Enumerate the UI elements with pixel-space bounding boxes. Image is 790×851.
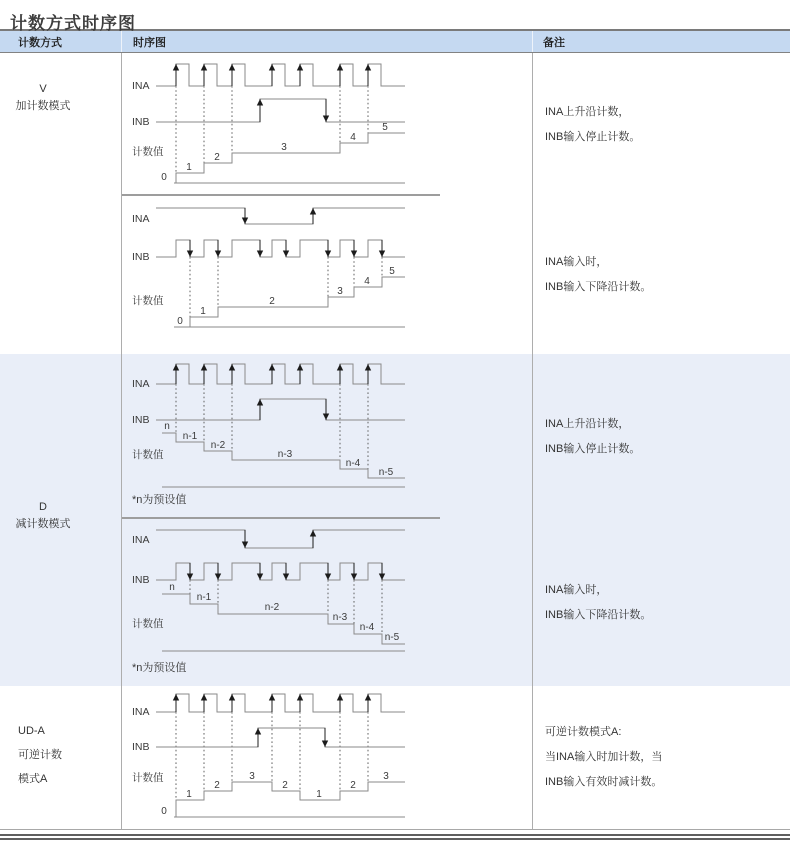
svg-text:计数值: 计数值 (132, 295, 164, 307)
svg-text:INA: INA (132, 706, 150, 718)
svg-text:n-2: n-2 (264, 602, 280, 613)
svg-text:INB: INB (132, 251, 150, 263)
timing-diagram-d-down-a (122, 354, 532, 519)
diagram-cell (122, 196, 533, 354)
svg-text:*n为预设值: *n为预设值 (132, 662, 187, 674)
remark-line: INA上升沿计数， (545, 417, 630, 430)
svg-text:0: 0 (161, 172, 167, 183)
mode-label-d (0, 499, 86, 533)
svg-text:3: 3 (337, 286, 343, 297)
header-cell-remark: 备注 (543, 36, 565, 49)
svg-text:3: 3 (249, 771, 255, 782)
svg-text:计数值: 计数值 (132, 449, 164, 461)
svg-text:计数值: 计数值 (132, 146, 164, 158)
mode-code: D (39, 501, 47, 513)
mode-cell (0, 196, 122, 354)
svg-text:2: 2 (214, 780, 220, 791)
svg-text:3: 3 (383, 771, 389, 782)
svg-text:INB: INB (132, 414, 150, 426)
svg-text:1: 1 (186, 162, 192, 173)
svg-text:INA: INA (132, 213, 150, 225)
svg-text:n-1: n-1 (196, 592, 212, 603)
mode-label-ud-a (18, 719, 62, 791)
remark-text (545, 720, 662, 795)
svg-text:n-4: n-4 (345, 458, 361, 469)
remark-text (545, 100, 640, 150)
svg-text:1: 1 (316, 789, 322, 800)
svg-text:计数值: 计数值 (132, 618, 164, 630)
diagram-cell (122, 354, 533, 519)
svg-text:4: 4 (350, 132, 356, 143)
svg-text:INB: INB (132, 741, 150, 753)
remark-line: INA上升沿计数， (545, 105, 630, 118)
remark-cell (533, 686, 790, 829)
mode-cell (0, 53, 122, 196)
svg-text:3: 3 (281, 142, 287, 153)
mode-cell (0, 519, 122, 686)
mode-code: UD-A (18, 725, 45, 737)
svg-text:0: 0 (177, 316, 183, 327)
svg-text:n: n (169, 582, 175, 593)
page-title: 计数方式时序图 (10, 14, 136, 33)
timing-diagram-ud-a (122, 686, 532, 829)
header-cell-mode: 计数方式 (0, 31, 122, 52)
header-cell-diagram: 时序图 (122, 31, 533, 52)
svg-text:计数值: 计数值 (132, 772, 164, 784)
remark-line: INA输入时， (545, 256, 608, 268)
svg-text:2: 2 (269, 296, 275, 307)
mode-description: 模式A (18, 773, 48, 785)
remark-text (545, 412, 640, 462)
svg-text:INA: INA (132, 378, 150, 390)
mode-code: V (39, 83, 47, 95)
svg-text:n: n (164, 421, 170, 432)
diagram-cell (122, 53, 533, 196)
mode-description: 加计数模式 (15, 100, 71, 112)
svg-text:n-1: n-1 (182, 431, 198, 442)
diagram-cell (122, 686, 533, 829)
bottom-double-rule (0, 834, 790, 840)
svg-text:5: 5 (382, 122, 388, 133)
svg-text:n-3: n-3 (277, 449, 293, 460)
timing-diagram-v-up-a (122, 53, 532, 196)
remark-line: 当INA输入时加计数，当 (545, 751, 663, 763)
svg-text:1: 1 (200, 306, 206, 317)
remark-line: INB输入下降沿计数。 (545, 608, 652, 621)
mode-description: 减计数模式 (15, 518, 71, 530)
remark-cell (533, 354, 790, 519)
diagram-cell (122, 519, 533, 686)
rule-line (0, 838, 790, 840)
remark-line: INB输入停止计数。 (545, 442, 641, 455)
svg-text:2: 2 (214, 152, 220, 163)
svg-text:2: 2 (350, 780, 356, 791)
timing-diagram-v-up-b (122, 196, 532, 354)
remark-cell (533, 196, 790, 354)
table-header (0, 29, 790, 53)
svg-text:INB: INB (132, 574, 150, 586)
timing-diagram-d-down-b (122, 519, 532, 686)
svg-text:INA: INA (132, 80, 150, 92)
remark-line: INB输入下降沿计数。 (545, 281, 652, 293)
table-body (0, 53, 790, 830)
remark-line: INA输入时， (545, 583, 608, 596)
remark-cell (533, 519, 790, 686)
remark-cell (533, 53, 790, 196)
svg-text:n-2: n-2 (210, 440, 226, 451)
svg-text:*n为预设值: *n为预设值 (132, 494, 187, 506)
remark-line: INB输入有效时减计数。 (545, 776, 663, 788)
mode-label-v (0, 81, 86, 115)
svg-text:INA: INA (132, 534, 150, 546)
svg-text:n-3: n-3 (332, 612, 348, 623)
svg-text:n-5: n-5 (384, 632, 400, 643)
table-row (0, 686, 790, 829)
svg-text:n-5: n-5 (378, 467, 394, 478)
timing-table (0, 29, 790, 830)
svg-text:0: 0 (161, 806, 167, 817)
table-row (0, 196, 790, 354)
mode-cell (0, 354, 122, 519)
svg-text:5: 5 (389, 266, 395, 277)
svg-text:1: 1 (186, 789, 192, 800)
remark-line: INB输入停止计数。 (545, 130, 641, 143)
svg-text:2: 2 (282, 780, 288, 791)
table-row (0, 354, 790, 519)
table-row (0, 519, 790, 686)
remark-text (545, 578, 651, 628)
remark-line: 可逆计数模式A: (545, 726, 622, 738)
remark-text (545, 250, 651, 300)
svg-text:n-4: n-4 (359, 622, 375, 633)
mode-description: 可逆计数 (18, 749, 62, 761)
table-row (0, 53, 790, 196)
svg-text:4: 4 (364, 276, 370, 287)
svg-text:INB: INB (132, 116, 150, 128)
